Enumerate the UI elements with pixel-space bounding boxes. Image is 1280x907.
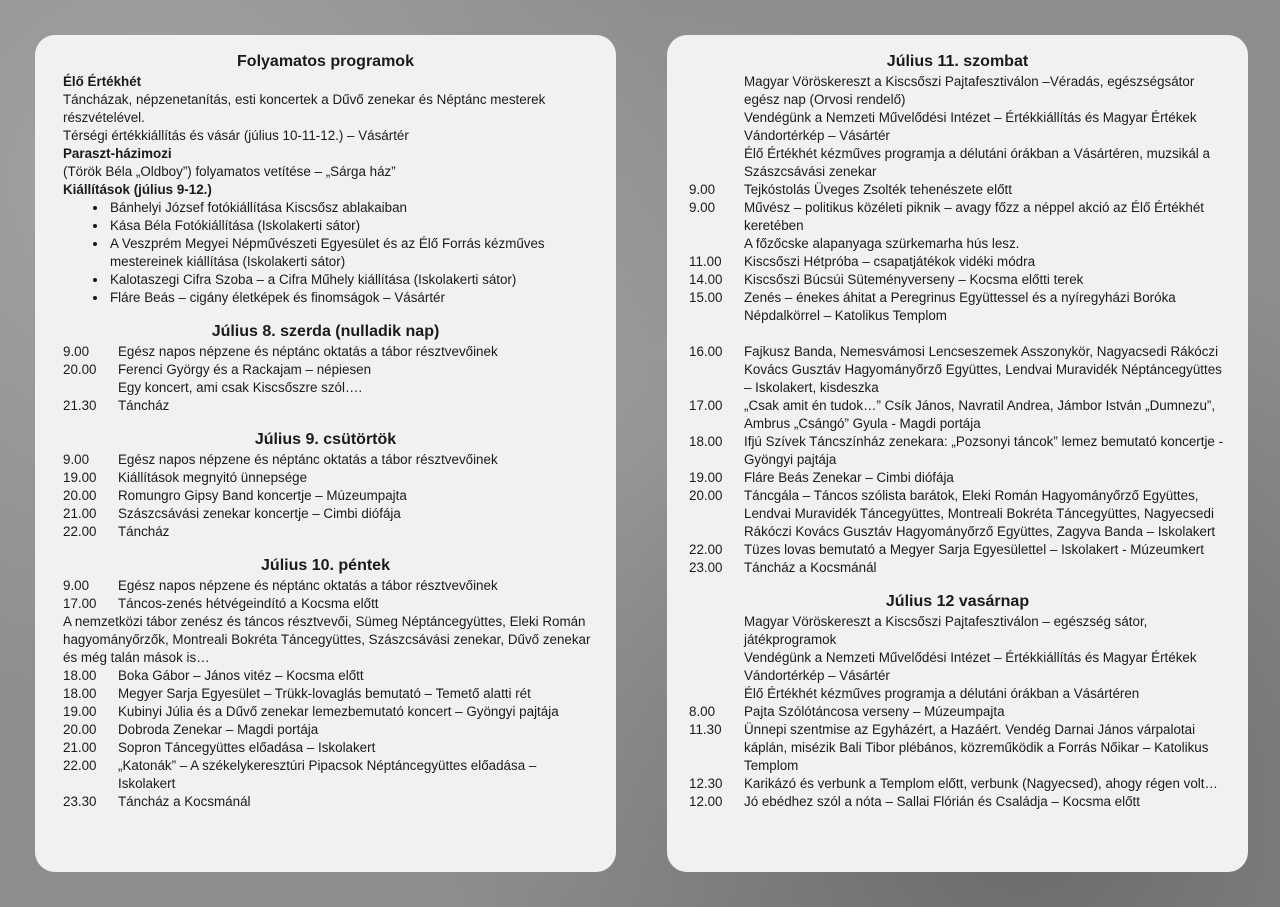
schedule-time [689,685,744,703]
schedule-time: 18.00 [689,434,723,449]
elo-ertekhet-text: Táncházak, népzenetanítás, esti koncertek a Dűvő zenekar és Néptánc mesterek részvételével. [63,92,546,125]
schedule-text: Karikázó és verbunk a Templom előtt, verbunk (Nagyecsed), ahogy régen volt… [744,776,1218,791]
right-panel [667,35,1248,872]
schedule-time [689,145,744,181]
schedule-time: 11.00 [689,254,722,269]
schedule-time [63,379,118,397]
schedule-time [689,613,744,649]
schedule-time: 21.00 [63,740,97,755]
list-item: • Kása Béla Fotókiállítása (Iskolakerti sátor) [108,217,596,235]
schedule-row [63,379,616,397]
schedule-text: „Katonák” – A székelykeresztúri Pipacsok Néptáncegyüttes előadása – Iskolakert [118,758,537,791]
schedule-text: Élő Értékhét kézműves programja a délutáni órákban a Vásártéren [744,686,1140,701]
schedule-row [689,703,1248,721]
schedule-time: 11.30 [689,722,722,737]
schedule-time: 20.00 [689,488,723,503]
schedule-row [63,343,616,361]
schedule-time: 9.00 [63,344,90,359]
schedule-time: 9.00 [689,182,716,197]
schedule-text: Romungro Gipsy Band koncertje – Múzeumpajta [118,488,407,503]
schedule-row [689,181,1248,199]
schedule-text: Kiscsőszi Hétpróba – csapatjátékok vidéki módra [744,254,1036,269]
jul9-title: Július 9. csütörtök [254,431,397,448]
schedule-row [63,361,616,379]
schedule-time [689,109,744,145]
schedule-time: 18.00 [63,668,97,683]
schedule-row [689,649,1248,685]
schedule-time: 9.00 [63,578,90,593]
schedule-row [689,253,1248,271]
list-item: • Bánhelyi József fotókiállítása Kiscsősz ablakaiban [108,199,596,217]
schedule-text: Egy koncert, ami csak Kiscsőszre szól…. [118,380,363,395]
schedule-row [689,613,1248,649]
schedule-row [63,739,616,757]
schedule-text: Jó ebédhez szól a nóta – Sallai Flórián és Családja – Kocsma előtt [744,794,1140,809]
schedule-text: A nemzetközi tábor zenész és táncos résztvevői, Sümeg Néptáncegyüttes, Eleki Román hagyományőrzők, Montreali Bokréta Táncegyüttes, Szászcsávási zenekar, Dűvő zenekar és még talán mások is… [63,614,591,665]
schedule-time: 21.00 [63,506,97,521]
schedule-time [689,235,744,253]
schedule-row [63,703,616,721]
schedule-time: 17.00 [689,398,723,413]
schedule-row [689,199,1248,235]
schedule-row [689,271,1248,289]
schedule-time: 18.00 [63,686,97,701]
schedule-time: 22.00 [63,524,97,539]
schedule-row [689,685,1248,703]
schedule-row [689,721,1248,775]
schedule-text: Fajkusz Banda, Nemesvámosi Lencseszemek Asszonykör, Nagyacsedi Rákóczi Kovács Gusztáv Hagyományőrző Együttes, Lendvai Muravidék Néptáncegyüttes – Iskolakert, kisdeszka [744,344,1222,395]
schedule-row [689,487,1248,541]
schedule-time: 21.30 [63,398,97,413]
schedule-text: Tüzes lovas bemutató a Megyer Sarja Egyesülettel – Iskolakert - Múzeumkert [744,542,1204,557]
schedule-text: Dobroda Zenekar – Magdi portája [118,722,319,737]
schedule-text: A főzőcske alapanyaga szürkemarha hús lesz. [744,236,1020,251]
schedule-time: 16.00 [689,344,723,359]
schedule-text: Kiállítások megnyitó ünnepsége [118,470,308,485]
schedule-row [63,487,616,505]
schedule-row [63,523,616,541]
schedule-row [689,343,1248,397]
list-item: • Fláre Beás – cigány életképek és finomságok – Vásártér [108,289,596,307]
schedule-text: Boka Gábor – János vitéz – Kocsma előtt [118,668,364,683]
schedule-row [63,397,616,415]
jul8-title: Július 8. szerda (nulladik nap) [211,323,440,340]
schedule-text: Szászcsávási zenekar koncertje – Cimbi diófája [118,506,401,521]
schedule-time: 14.00 [689,272,723,287]
schedule-row [63,505,616,523]
schedule-time: 19.00 [63,704,97,719]
schedule-row [689,73,1248,109]
continuous-programs-title: Folyamatos programok [237,53,414,70]
schedule-time: 9.00 [63,452,90,467]
schedule-text: Táncház [118,524,170,539]
schedule-row [689,559,1248,577]
schedule-row [63,595,616,613]
schedule-row [689,469,1248,487]
schedule-row [63,667,616,685]
schedule-row [689,793,1248,811]
schedule-text: Művész – politikus közéleti piknik – avagy főzz a néppel akció az Élő Értékhét keretében [744,200,1204,233]
schedule-text: Tejkóstolás Üveges Zsolték tehenészete előtt [744,182,1012,197]
schedule-text: Táncgála – Táncos szólista barátok, Eleki Román Hagyományőrző Együttes, Lendvai Muravidék Táncegyüttes, Montreali Bokréta Táncegyüttes, Nagyecsedi Rákóczi Kovács Gusztáv Hagyományőrző Együttes, Zagyva Banda – Iskolakert [744,488,1216,539]
schedule-text: Egész napos népzene és néptánc oktatás a tábor résztvevőinek [118,452,498,467]
schedule-time [689,649,744,685]
schedule-row [689,541,1248,559]
exhibitions-list [63,199,616,307]
schedule-time: 12.30 [689,776,723,791]
schedule-row [63,469,616,487]
schedule-row [63,577,616,595]
schedule-text: Magyar Vöröskereszt a Kiscsőszi Pajtafesztiválon –Véradás, egészségsátor egész nap (Orvosi rendelő) [744,74,1195,107]
schedule-text: Élő Értékhét kézműves programja a délutáni órákban a Vásártéren, muzsikál a Szászcsávási zenekar [744,146,1210,179]
schedule-time: 19.00 [689,470,723,485]
elo-ertekhet-heading: Élő Értékhét [63,74,142,89]
jul11-title: Július 11. szombat [886,53,1029,70]
schedule-text: Gyöngyi pajtája [744,452,837,467]
schedule-row [63,451,616,469]
schedule-row [63,793,616,811]
schedule-time: 15.00 [689,290,723,305]
schedule-row [689,109,1248,145]
schedule-row [689,145,1248,181]
schedule-row [689,433,1248,451]
jul12-title: Július 12 vasárnap [885,593,1030,610]
exhibitions-heading: Kiállítások (július 9-12.) [63,182,212,197]
paraszt-hazimozi-heading: Paraszt-házimozi [63,146,172,161]
schedule-text: Magyar Vöröskereszt a Kiscsőszi Pajtafesztiválon – egészség sátor, játékprogramok [744,614,1148,647]
schedule-text: Egész napos népzene és néptánc oktatás a tábor résztvevőinek [118,578,498,593]
schedule-time: 17.00 [63,596,97,611]
schedule-time: 8.00 [689,704,716,719]
schedule-text: Táncos-zenés hétvégeindító a Kocsma előtt [118,596,379,611]
list-item: • Kalotaszegi Cifra Szoba – a Cifra Műhely kiállítása (Iskolakerti sátor) [108,271,596,289]
schedule-time: 12.00 [689,794,723,809]
schedule-text: „Csak amit én tudok…” Csík János, Navratil Andrea, Jámbor István „Dumnezu”, Ambrus „Csángó” Gyula - Magdi portája [744,398,1216,431]
schedule-time: 23.30 [63,794,97,809]
schedule-row [689,289,1248,325]
schedule-time: 20.00 [63,362,97,377]
left-panel [35,35,616,872]
schedule-time: 9.00 [689,200,716,215]
schedule-time [689,451,744,469]
schedule-text: Kubinyi Júlia és a Dűvő zenekar lemezbemutató koncert – Gyöngyi pajtája [118,704,559,719]
schedule-text: Ifjú Szívek Táncszínház zenekara: „Pozsonyi táncok” lemez bemutató koncertje - [744,434,1224,449]
jul10-title: Július 10. péntek [261,557,390,574]
schedule-text: Vendégünk a Nemzeti Művelődési Intézet – Értékkiállítás és Magyar Értékek Vándortérkép – Vásártér [744,650,1197,683]
schedule-time: 23.00 [689,560,723,575]
schedule-text: Sopron Táncegyüttes előadása – Iskolakert [118,740,376,755]
schedule-time [689,73,744,109]
schedule-row [689,775,1248,793]
schedule-text: Táncház a Kocsmánál [118,794,251,809]
paraszt-hazimozi-text: (Török Béla „Oldboy”) folyamatos vetítése – „Sárga ház” [63,164,396,179]
regional-fair-text: Térségi értékkiállítás és vásár (július 10-11-12.) – Vásártér [63,128,409,143]
schedule-text: Táncház a Kocsmánál [744,560,877,575]
schedule-row [63,757,616,793]
schedule-text: Ferenci György és a Rackajam – népiesen [118,362,372,377]
schedule-text: Vendégünk a Nemzeti Művelődési Intézet – Értékkiállítás és Magyar Értékek Vándortérkép – Vásártér [744,110,1197,143]
schedule-text: Zenés – énekes áhitat a Peregrinus Együttessel és a nyíregyházi Boróka Népdalkörrel – Katolikus Templom [744,290,1176,323]
schedule-time: 19.00 [63,470,97,485]
schedule-row [689,397,1248,433]
schedule-time: 20.00 [63,722,97,737]
schedule-row [63,685,616,703]
schedule-text: Kiscsőszi Búcsúi Süteményverseny – Kocsma előtti terek [744,272,1084,287]
schedule-text: Megyer Sarja Egyesület – Trükk-lovaglás bemutató – Temető alatti rét [118,686,531,701]
schedule-row [689,451,1248,469]
schedule-time: 20.00 [63,488,97,503]
schedule-text: Ünnepi szentmise az Egyházért, a Hazáért. Vendég Darnai János várpalotai káplán, misézik Bali Tibor plébános, közreműködik a Forrás Nőikar – Katolikus Templom [744,722,1209,773]
schedule-text: Fláre Beás Zenekar – Cimbi diófája [744,470,954,485]
schedule-time: 22.00 [63,758,97,773]
schedule-text: Pajta Szólótáncosa verseny – Múzeumpajta [744,704,1005,719]
schedule-row [689,235,1248,253]
list-item: • A Veszprém Megyei Népművészeti Egyesület és az Élő Forrás kézműves mestereinek kiállítása (Iskolakerti sátor) [108,235,596,271]
schedule-time: 22.00 [689,542,723,557]
schedule-text: Egész napos népzene és néptánc oktatás a tábor résztvevőinek [118,344,498,359]
schedule-text: Táncház [118,398,170,413]
schedule-row [63,721,616,739]
